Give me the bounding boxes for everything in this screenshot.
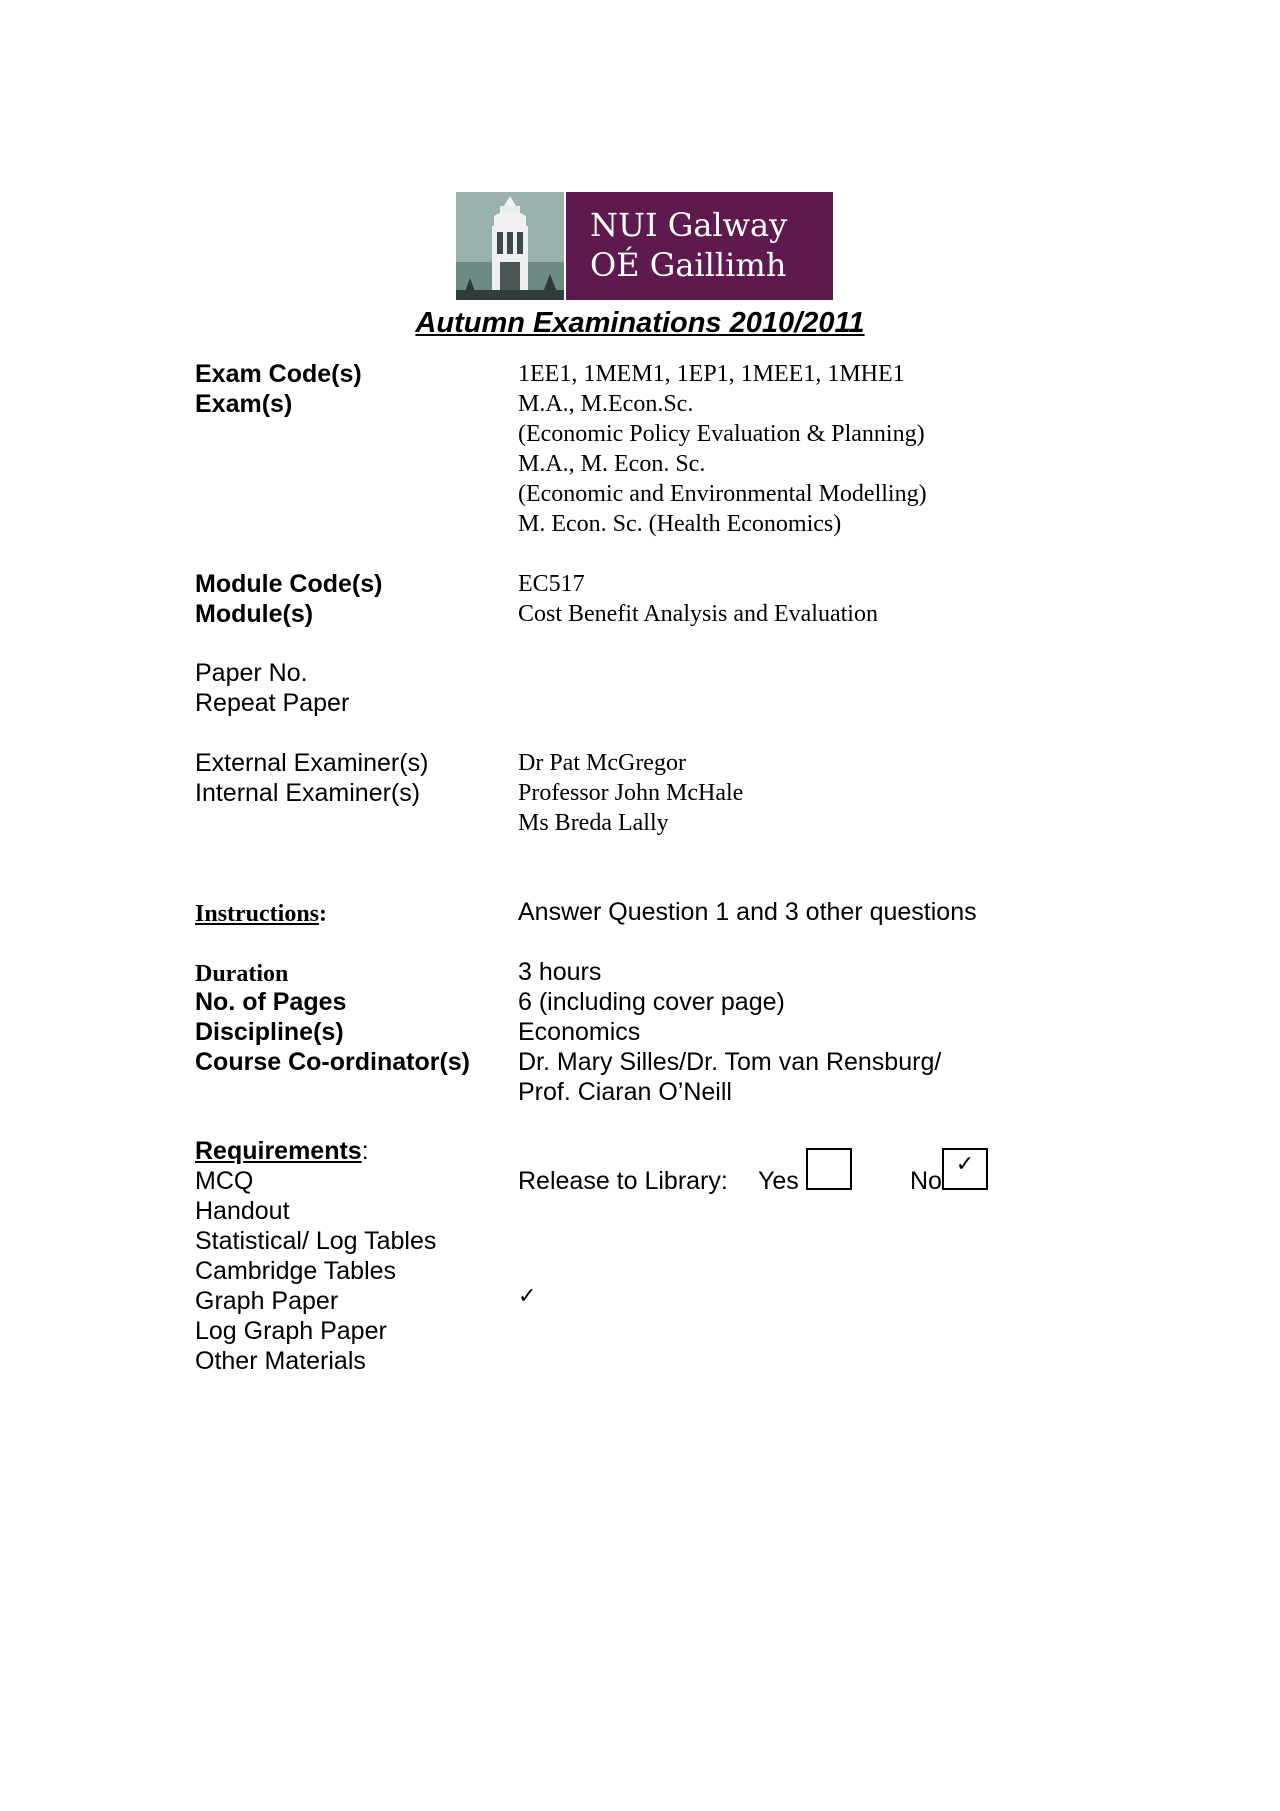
quadrangle-tower-icon xyxy=(456,192,564,300)
module-codes-label: Module Code(s) xyxy=(195,570,383,598)
exams-line: (Economic and Environmental Modelling) xyxy=(518,481,927,507)
release-no-checkmark-icon: ✓ xyxy=(955,1152,975,1177)
exams-line: (Economic Policy Evaluation & Planning) xyxy=(518,421,925,447)
requirements-colon: : xyxy=(361,1137,369,1165)
instructions-label-group xyxy=(195,899,327,929)
exams-line: M.A., M.Econ.Sc. xyxy=(518,391,694,417)
nui-galway-logo xyxy=(456,192,833,300)
modules-value: Cost Benefit Analysis and Evaluation xyxy=(518,601,878,627)
graph-paper-checkmark-icon: ✓ xyxy=(518,1284,537,1309)
requirement-item: Log Graph Paper xyxy=(195,1317,387,1345)
requirement-item: Statistical/ Log Tables xyxy=(195,1227,437,1255)
internal-examiners-label: Internal Examiner(s) xyxy=(195,779,421,807)
exams-line: M. Econ. Sc. (Health Economics) xyxy=(518,511,842,537)
repeat-paper-label: Repeat Paper xyxy=(195,689,350,717)
disciplines-label: Discipline(s) xyxy=(195,1018,344,1046)
pages-label: No. of Pages xyxy=(195,988,347,1016)
logo-purple-band xyxy=(566,192,833,300)
release-yes-label: Yes xyxy=(758,1167,799,1195)
paper-no-label: Paper No. xyxy=(195,659,308,687)
release-label: Release to Library: xyxy=(518,1167,728,1195)
exam-codes-label: Exam Code(s) xyxy=(195,360,362,388)
exams-label: Exam(s) xyxy=(195,390,293,418)
external-examiners-value: Dr Pat McGregor xyxy=(518,750,686,776)
disciplines-value: Economics xyxy=(518,1018,641,1046)
requirements-label: Requirements xyxy=(195,1137,362,1165)
duration-label: Duration xyxy=(195,961,289,987)
coordinators-label: Course Co-ordinator(s) xyxy=(195,1048,470,1076)
coordinators-line: Prof. Ciaran O’Neill xyxy=(518,1078,732,1106)
logo-text-irish: OÉ Gaillimh xyxy=(590,246,787,284)
instructions-label: Instructions xyxy=(195,901,320,927)
requirement-item: Other Materials xyxy=(195,1347,366,1375)
exam-codes-value: 1EE1, 1MEM1, 1EP1, 1MEE1, 1MHE1 xyxy=(518,361,905,387)
page-title: Autumn Examinations 2010/2011 xyxy=(415,307,865,339)
requirement-item: Cambridge Tables xyxy=(195,1257,397,1285)
logo-text-english: NUI Galway xyxy=(590,206,788,244)
release-yes-checkbox[interactable] xyxy=(806,1148,852,1190)
internal-examiner-value: Ms Breda Lally xyxy=(518,810,669,836)
release-no-label: No xyxy=(910,1167,942,1195)
external-examiners-label: External Examiner(s) xyxy=(195,749,429,777)
duration-value: 3 hours xyxy=(518,958,602,986)
instructions-colon: : xyxy=(319,901,328,927)
module-codes-value: EC517 xyxy=(518,571,585,597)
requirements-label-group xyxy=(195,1136,369,1166)
pages-value: 6 (including cover page) xyxy=(518,988,785,1016)
release-no-checkbox[interactable] xyxy=(942,1148,988,1190)
requirement-item: MCQ xyxy=(195,1167,254,1195)
coordinators-line: Dr. Mary Silles/Dr. Tom van Rensburg/ xyxy=(518,1048,942,1076)
instructions-value: Answer Question 1 and 3 other questions xyxy=(518,898,977,926)
exams-line: M.A., M. Econ. Sc. xyxy=(518,451,706,477)
modules-label: Module(s) xyxy=(195,600,314,628)
requirement-item: Handout xyxy=(195,1197,290,1225)
requirement-item: Graph Paper xyxy=(195,1287,339,1315)
internal-examiner-value: Professor John McHale xyxy=(518,780,744,806)
